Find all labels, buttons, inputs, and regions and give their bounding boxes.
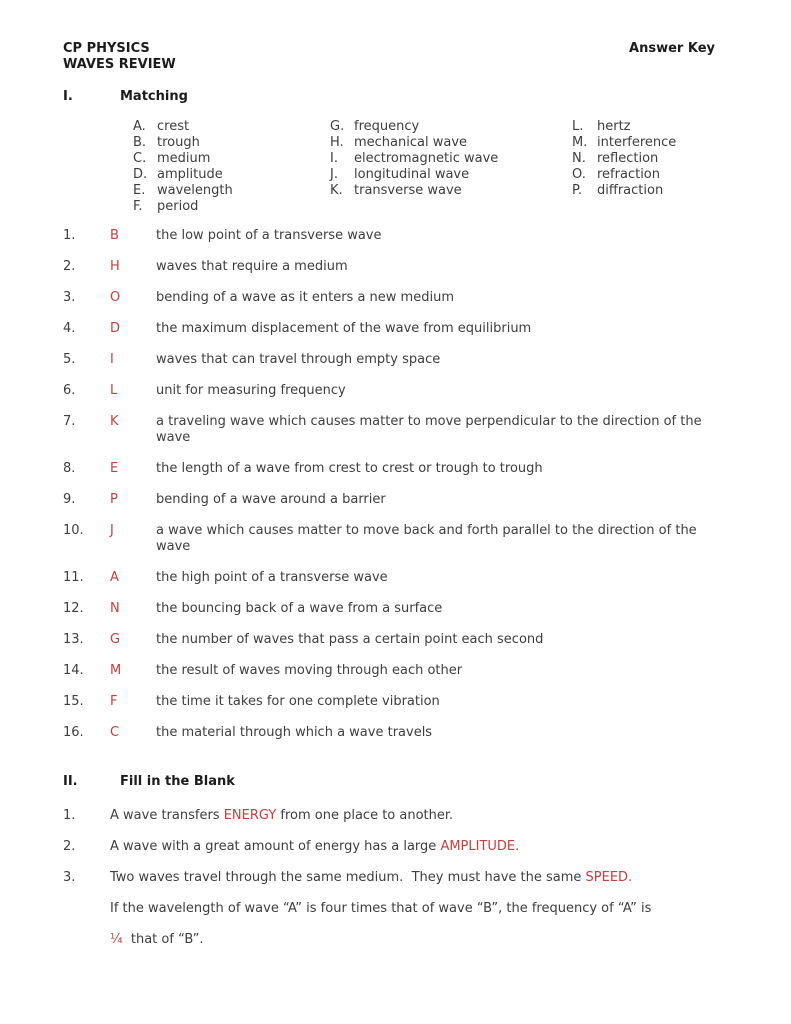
matching-question-1 — [63, 228, 715, 244]
option-item — [572, 119, 715, 135]
question-number: 6. — [63, 383, 76, 399]
answer-letter: C — [110, 725, 120, 741]
option-letter: E. — [133, 182, 146, 198]
matching-questions — [63, 228, 715, 741]
option-letter: M. — [572, 134, 588, 150]
page-header — [63, 41, 715, 73]
answer-letter: L — [110, 383, 118, 399]
section-2-heading — [63, 774, 715, 789]
matching-question-14 — [63, 663, 715, 679]
question-number: 2. — [63, 259, 76, 275]
option-letter: I. — [330, 150, 338, 166]
answer-letter: H — [110, 259, 120, 275]
question-number: 5. — [63, 352, 76, 368]
option-item — [133, 135, 330, 151]
question-number-spacer — [63, 901, 110, 917]
question-number: 4. — [63, 321, 76, 337]
option-label: crest — [157, 119, 190, 134]
section-2-title: Fill in the Blank — [120, 774, 235, 790]
option-label: wavelength — [157, 182, 233, 198]
option-label: mechanical wave — [354, 134, 468, 150]
answer-letter: F — [110, 694, 118, 710]
question-number-spacer — [63, 932, 110, 948]
question-number: 3. — [63, 870, 76, 886]
sentence: If the wavelength of wave “A” is four times that of wave “B”, the frequency of “A” is — [110, 901, 652, 917]
matching-options — [133, 119, 715, 214]
question-text: the low point of a transverse wave — [156, 228, 382, 244]
answer-letter: B — [110, 228, 119, 244]
question-text: a wave which causes matter to move back and forth parallel to the direction of the wave — [156, 523, 701, 555]
question-number: 10. — [63, 523, 84, 539]
option-label: frequency — [354, 119, 420, 134]
matching-question-2 — [63, 259, 715, 275]
question-text: bending of a wave around a barrier — [156, 492, 386, 508]
blank-answer: AMPLITUDE. — [440, 839, 520, 855]
question-number: 8. — [63, 461, 76, 477]
question-text: waves that require a medium — [156, 259, 348, 275]
fill-item-3-answer-line — [63, 932, 715, 948]
option-item — [133, 119, 330, 135]
matching-question-7 — [63, 414, 715, 446]
sentence-pre: Two waves travel through the same medium. They must have the same — [110, 870, 586, 886]
option-letter: L. — [572, 119, 584, 134]
question-number: 14. — [63, 663, 84, 679]
sentence — [110, 870, 715, 886]
blank-answer: ¼ — [110, 932, 123, 948]
option-item — [572, 167, 715, 183]
option-letter: F. — [133, 198, 143, 214]
section-1-numeral: I. — [63, 89, 73, 104]
option-letter: B. — [133, 134, 147, 150]
matching-question-6 — [63, 383, 715, 399]
fill-item-2 — [63, 839, 715, 855]
fill-in-blank-items — [63, 808, 715, 948]
option-label: refraction — [597, 166, 660, 182]
option-label: electromagnetic wave — [354, 150, 499, 166]
option-letter: K. — [330, 182, 343, 198]
matching-question-12 — [63, 601, 715, 617]
section-1-title: Matching — [120, 89, 188, 104]
option-letter: D. — [133, 166, 148, 182]
answer-letter: O — [110, 290, 121, 306]
option-letter: N. — [572, 150, 586, 166]
matching-question-3 — [63, 290, 715, 306]
question-text: waves that can travel through empty space — [156, 352, 441, 368]
answer-letter: A — [110, 570, 119, 586]
question-number: 9. — [63, 492, 76, 508]
options-column-2 — [330, 119, 572, 214]
question-number: 12. — [63, 601, 84, 617]
question-text: the length of a wave from crest to crest or trough to trough — [156, 461, 543, 477]
option-letter: J. — [330, 166, 338, 182]
sentence-post: that of “B”. — [122, 932, 204, 948]
option-letter: C. — [133, 150, 147, 166]
option-item — [572, 183, 715, 199]
option-label: amplitude — [157, 166, 223, 182]
options-column-3 — [572, 119, 715, 214]
answer-letter: E — [110, 461, 119, 477]
option-label: longitudinal wave — [354, 166, 470, 182]
sentence-post: from one place to another. — [276, 808, 454, 824]
matching-question-8 — [63, 461, 715, 477]
option-letter: A. — [133, 119, 146, 134]
blank-answer: SPEED. — [585, 870, 633, 886]
option-item — [572, 135, 715, 151]
question-text: the time it takes for one complete vibration — [156, 694, 440, 710]
sentence-pre: A wave transfers — [110, 808, 224, 824]
question-number: 13. — [63, 632, 84, 648]
section-2-numeral: II. — [63, 774, 78, 790]
blank-answer: ENERGY — [223, 808, 277, 824]
question-number: 1. — [63, 808, 76, 824]
question-number: 11. — [63, 570, 84, 586]
option-item — [133, 167, 330, 183]
option-item — [572, 151, 715, 167]
matching-question-13 — [63, 632, 715, 648]
fill-item-3 — [63, 870, 715, 886]
option-item — [330, 167, 572, 183]
worksheet-title: WAVES REVIEW — [63, 57, 176, 72]
question-text: the material through which a wave travels — [156, 725, 433, 741]
option-letter: O. — [572, 166, 586, 182]
course-title: CP PHYSICS — [63, 41, 150, 56]
sentence-pre: A wave with a great amount of energy has a large — [110, 839, 441, 855]
question-text: the result of waves moving through each other — [156, 663, 463, 679]
question-text: unit for measuring frequency — [156, 383, 346, 399]
question-number: 7. — [63, 414, 76, 430]
answer-letter: J — [110, 523, 114, 539]
sentence — [110, 932, 715, 948]
section-1-heading — [63, 89, 715, 104]
fill-item-3-continuation — [63, 901, 715, 917]
option-item — [330, 135, 572, 151]
question-number: 1. — [63, 228, 76, 244]
matching-question-16 — [63, 725, 715, 741]
answer-letter: M — [110, 663, 122, 679]
answer-letter: D — [110, 321, 121, 337]
answer-key-label: Answer Key — [629, 41, 715, 56]
option-label: trough — [157, 134, 200, 150]
options-column-1 — [133, 119, 330, 214]
header-title-block — [63, 41, 176, 73]
question-text: a traveling wave which causes matter to move perpendicular to the direction of the wave — [156, 414, 706, 446]
option-item — [133, 183, 330, 199]
matching-question-15 — [63, 694, 715, 710]
matching-question-9 — [63, 492, 715, 508]
question-text: the number of waves that pass a certain point each second — [156, 632, 544, 648]
question-text: the maximum displacement of the wave from equilibrium — [156, 321, 532, 337]
question-number: 16. — [63, 725, 84, 741]
question-number: 3. — [63, 290, 76, 306]
sentence — [110, 839, 715, 855]
answer-letter: G — [110, 632, 121, 648]
fill-item-1 — [63, 808, 715, 824]
question-text: the high point of a transverse wave — [156, 570, 388, 586]
option-label: medium — [157, 150, 211, 166]
matching-question-10 — [63, 523, 715, 555]
option-letter: P. — [572, 182, 582, 198]
answer-letter: P — [110, 492, 118, 508]
option-item — [133, 199, 330, 215]
option-item — [330, 183, 572, 199]
answer-letter: N — [110, 601, 120, 617]
matching-question-4 — [63, 321, 715, 337]
sentence — [110, 808, 715, 824]
matching-question-11 — [63, 570, 715, 586]
question-number: 2. — [63, 839, 76, 855]
option-label: hertz — [597, 119, 631, 134]
option-item — [133, 151, 330, 167]
option-letter: G. — [330, 119, 345, 134]
option-item — [330, 151, 572, 167]
option-letter: H. — [330, 134, 344, 150]
question-number: 15. — [63, 694, 84, 710]
matching-question-5 — [63, 352, 715, 368]
answer-letter: K — [110, 414, 119, 430]
option-label: transverse wave — [354, 182, 462, 198]
question-text: bending of a wave as it enters a new medium — [156, 290, 454, 306]
option-label: interference — [597, 134, 677, 150]
option-label: reflection — [597, 150, 659, 166]
answer-letter: I — [110, 352, 114, 368]
question-text: the bouncing back of a wave from a surface — [156, 601, 443, 617]
option-label: diffraction — [597, 182, 664, 198]
option-label: period — [157, 198, 199, 214]
option-item — [330, 119, 572, 135]
